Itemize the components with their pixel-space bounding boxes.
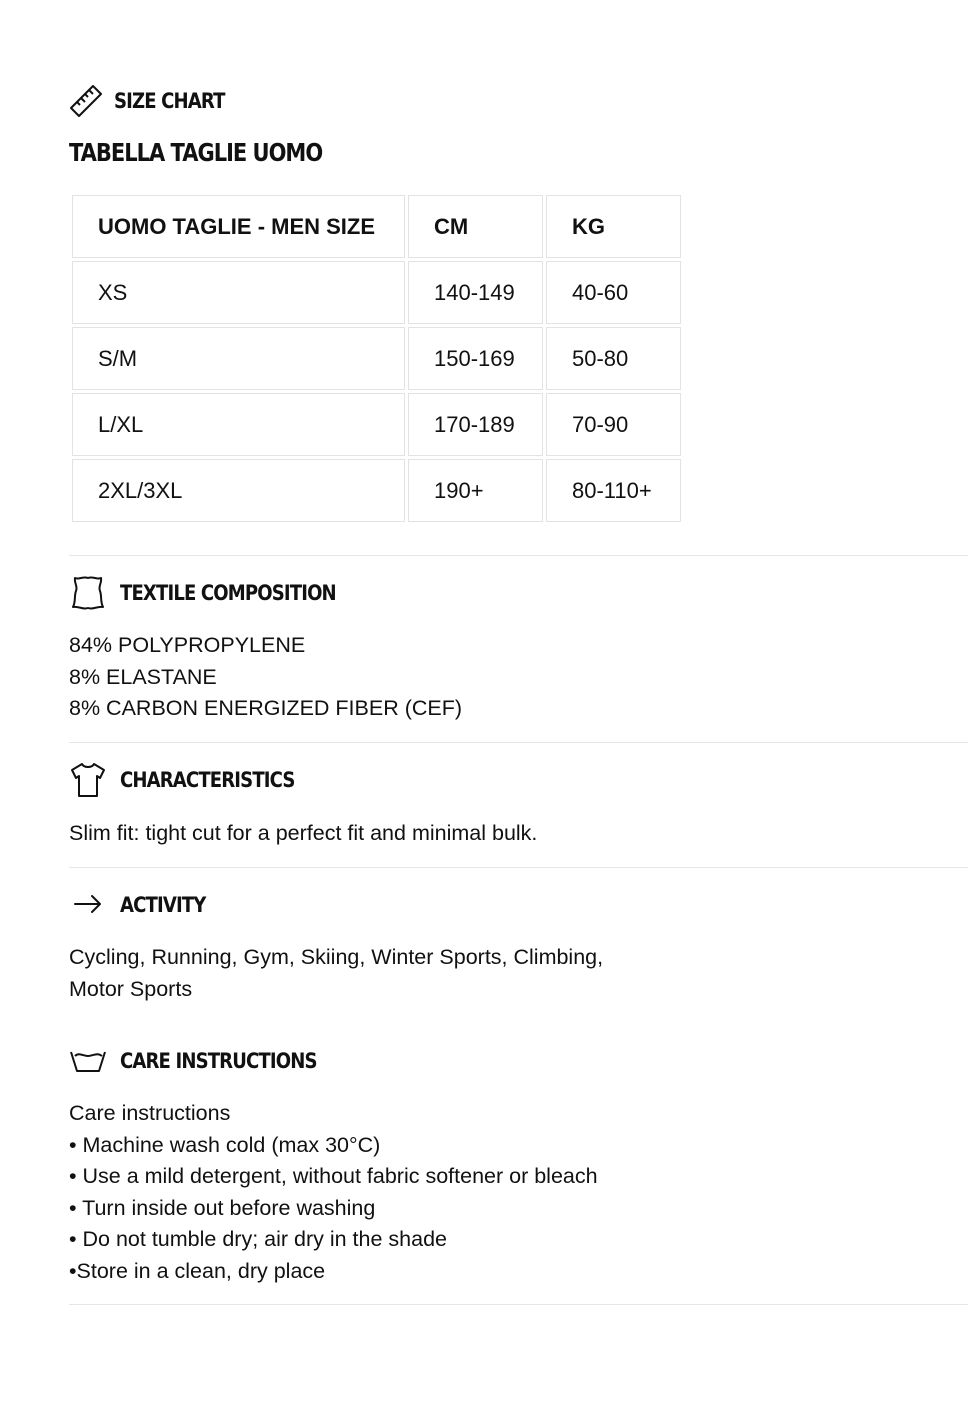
table-row (72, 393, 681, 456)
leather-hide-icon (69, 574, 107, 612)
table-cell: S/M (72, 327, 405, 390)
table-row (72, 459, 681, 522)
arrow-right-icon (69, 886, 107, 924)
table-row (72, 327, 681, 390)
table-header-row (72, 195, 681, 258)
activity-line: Cycling, Running, Gym, Skiing, Winter Sports, Climbing, (69, 945, 604, 969)
care-line: • Do not tumble dry; air dry in the shade (69, 1227, 447, 1251)
textile-line: 8% ELASTANE (69, 664, 217, 689)
characteristics-heading: CHARACTERISTICS (120, 768, 295, 792)
care-line: Care instructions (69, 1101, 231, 1125)
care-header (69, 1042, 349, 1080)
size-chart-header (69, 84, 243, 118)
table-row (72, 261, 681, 324)
table-header-cell: KG (546, 195, 681, 258)
activity-list (69, 942, 603, 1005)
textile-line: 8% CARBON ENERGIZED FIBER (CEF) (69, 696, 463, 720)
table-cell: 80-110+ (546, 459, 681, 522)
wash-basin-icon (69, 1042, 107, 1080)
table-header-cell: UOMO TAGLIE - MEN SIZE (72, 195, 405, 258)
tshirt-icon (69, 761, 107, 799)
care-line: • Use a mild detergent, without fabric softener or bleach (69, 1164, 598, 1188)
section-divider (69, 867, 968, 868)
textile-heading: TEXTILE COMPOSITION (120, 581, 336, 605)
table-header-cell: CM (408, 195, 543, 258)
table-cell: 190+ (408, 459, 543, 522)
textile-line: 84% POLYPROPYLENE (69, 633, 306, 657)
ruler-icon (69, 84, 103, 118)
table-cell: 40-60 (546, 261, 681, 324)
textile-header (69, 574, 371, 612)
textile-composition-list (69, 630, 462, 725)
care-heading: CARE INSTRUCTIONS (120, 1049, 317, 1073)
table-cell: 150-169 (408, 327, 543, 390)
activity-line: Motor Sports (69, 976, 193, 1001)
activity-header (69, 886, 219, 924)
table-cell: 2XL/3XL (72, 459, 405, 522)
table-cell: XS (72, 261, 405, 324)
section-divider (69, 742, 968, 743)
size-chart-subtitle: TABELLA TAGLIE UOMO (69, 138, 323, 167)
section-divider (69, 1304, 968, 1305)
size-table (69, 192, 684, 525)
table-cell: L/XL (72, 393, 405, 456)
care-line: •Store in a clean, dry place (69, 1258, 326, 1283)
table-cell: 170-189 (408, 393, 543, 456)
section-divider (69, 555, 968, 556)
care-instructions-list (69, 1098, 598, 1287)
care-line: • Machine wash cold (max 30°C) (69, 1132, 381, 1157)
table-cell: 140-149 (408, 261, 543, 324)
size-chart-heading: SIZE CHART (114, 89, 225, 113)
care-line: • Turn inside out before washing (69, 1195, 376, 1220)
characteristics-header (69, 761, 323, 799)
activity-heading: ACTIVITY (120, 893, 206, 917)
table-cell: 50-80 (546, 327, 681, 390)
characteristics-text: Slim fit: tight cut for a perfect fit and minimal bulk. (69, 821, 538, 845)
table-cell: 70-90 (546, 393, 681, 456)
